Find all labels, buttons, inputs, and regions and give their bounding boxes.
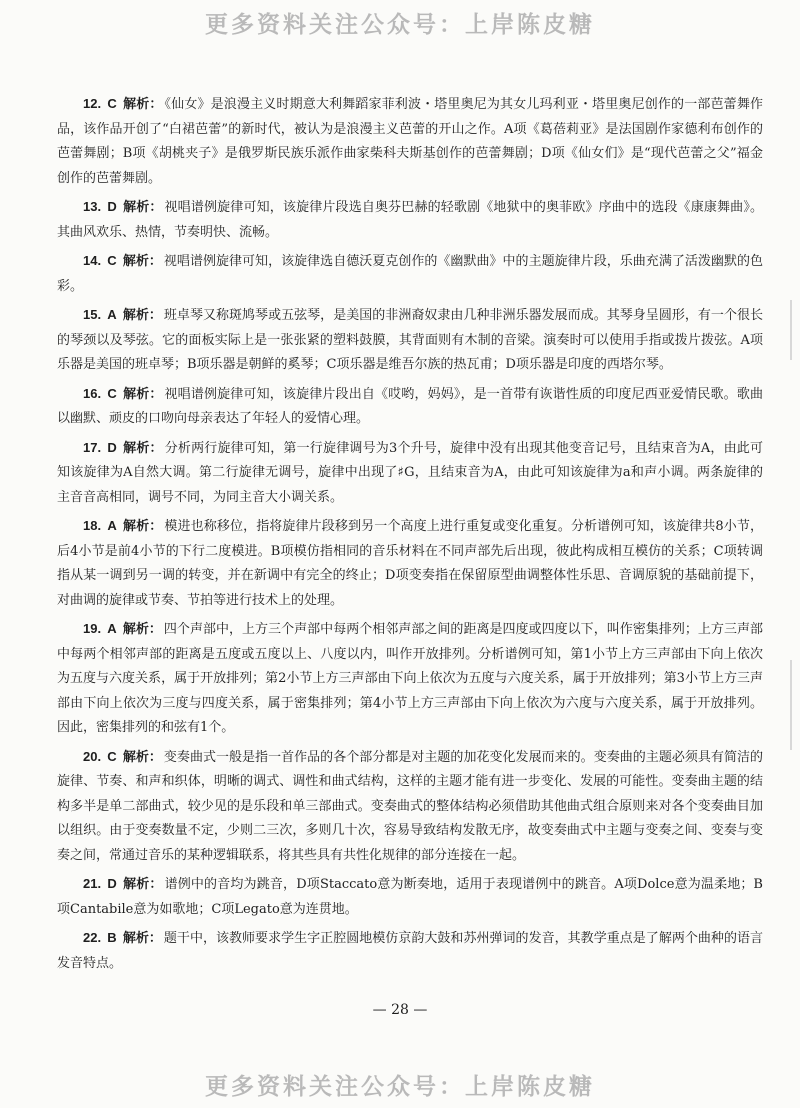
item-text: 模进也称移位，指将旋律片段移到另一个高度上进行重复或变化重复。分析谱例可知，该旋律共8小节，后4小节是前4小节的下行二度模进。B项模仿指相同的音乐材料在不同声部先后出现，彼此构成相互模仿的关系；C项转调指从某一调到另一调的转变，并在新调中有完全的终止；D项变奏指在保留原型曲调整体性乐思、音调原貌的基础前提下，对曲调的旋律或节奏、节拍等进行技术上的处理。 <box>57 519 763 608</box>
item-answer: C <box>107 253 117 268</box>
answer-item-17 <box>57 436 763 511</box>
footer-watermark-banner: 更多资料关注公众号：上岸陈皮糖 <box>205 1074 595 1100</box>
answer-item-19 <box>57 617 763 741</box>
item-answer: D <box>107 876 117 891</box>
item-answer: A <box>107 518 117 533</box>
item-number: 12. <box>83 96 102 111</box>
item-text: 视唱谱例旋律可知，该旋律片段出自《哎哟，妈妈》，是一首带有诙谐性质的印度尼西亚爱情民歌。歌曲以幽默、顽皮的口吻向母亲表达了年轻人的爱情心理。 <box>57 386 763 426</box>
item-answer: A <box>107 621 117 636</box>
item-label: 解析： <box>122 749 162 765</box>
item-number: 17. <box>83 439 102 455</box>
item-text: 班卓琴又称斑鸠琴或五弦琴，是美国的非洲裔奴隶由几种非洲乐器发展而成。其琴身呈圆形，有一个很长的琴颈以及琴弦。它的面板实际上是一张张紧的塑料鼓膜，其背面则有木制的音梁。演奏时可以使用手指或拨片拨弦。A项乐器是美国的班卓琴；B项乐器是朝鲜的奚琴；C项乐器是维吾尔族的热瓦甫；D项乐器是印度的西塔尔琴。 <box>57 308 763 372</box>
item-number: 22. <box>83 930 102 945</box>
item-answer: D <box>107 199 117 214</box>
item-number: 19. <box>83 621 102 636</box>
answer-item-18 <box>57 514 763 613</box>
item-answer: C <box>107 748 117 764</box>
item-label: 解析： <box>123 386 163 402</box>
item-number: 13. <box>83 199 102 214</box>
item-label: 解析： <box>122 931 162 946</box>
page-number: — 28 — <box>372 1002 428 1018</box>
item-number: 21. <box>83 876 102 891</box>
item-answer: C <box>107 96 117 111</box>
answer-item-16 <box>57 382 763 432</box>
item-label: 解析： <box>122 308 162 323</box>
item-number: 20. <box>83 748 102 764</box>
item-number: 18. <box>83 518 102 533</box>
answer-explanations <box>57 92 763 980</box>
header-watermark-banner: 更多资料关注公众号：上岸陈皮糖 <box>205 12 595 38</box>
item-label: 解析： <box>123 519 163 534</box>
item-answer: B <box>107 930 117 945</box>
answer-item-21 <box>57 872 763 922</box>
scan-edge-mark <box>790 300 792 360</box>
item-text: 视唱谱例旋律可知，该旋律选自德沃夏克创作的《幽默曲》中的主题旋律片段，乐曲充满了活泼幽默的色彩。 <box>57 254 763 294</box>
item-text: 变奏曲式一般是指一首作品的各个部分都是对主题的加花变化发展而来的。变奏曲的主题必须具有简洁的旋律、节奏、和声和织体，明晰的调式、调性和曲式结构，这样的主题才能有进一步变化、发展的可能性。变奏曲主题的结构多半是单二部曲式，较少见的是乐段和单三部曲式。变奏曲式的整体结构必须借助其他曲式组合原则来对各个变奏曲目加以组织。由于变奏数量不定，少则二三次，多则几十次，容易导致结构发散无序，故变奏曲式中主题与变奏之间、变奏与变奏之间，常通过音乐的某种逻辑联系，将其些具有共性化规律的部分连接在一起。 <box>57 749 763 863</box>
item-text: 分析两行旋律可知，第一行旋律调号为3个升号，旋律中没有出现其他变音记号，且结束音为A，由此可知该旋律为A自然大调。第二行旋律无调号，旋律中出现了♯G，且结束音为A，由此可知该旋律为a和声小调。两条旋律的主音音高相同，调号不同，为同主音大小调关系。 <box>57 440 763 505</box>
item-text: 视唱谱例旋律可知，该旋律片段选自奥芬巴赫的轻歌剧《地狱中的奥菲欧》序曲中的选段《康康舞曲》。其曲风欢乐、热情，节奏明快、流畅。 <box>57 200 763 240</box>
answer-item-15 <box>57 303 763 378</box>
answer-item-12 <box>57 92 763 191</box>
answer-item-20 <box>57 745 763 869</box>
item-label: 解析： <box>122 622 162 637</box>
item-text: 四个声部中，上方三个声部中每两个相邻声部之间的距离是四度或四度以下，叫作密集排列；上方三声部中每两个相邻声部的距离是五度或五度以上、八度以内，叫作开放排列。分析谱例可知，第1小节上方三声部由下向上依次为五度与六度关系，属于开放排列；第2小节上方三声部由下向上依次为五度与六度关系，属于开放排列；第3小节上方三声部由下向上依次为三度与四度关系，属于密集排列；第4小节上方三声部由下向上依次为六度与六度关系，属于开放排列。因此，密集排列的和弦有1个。 <box>57 622 763 735</box>
answer-item-13 <box>57 195 763 245</box>
item-number: 15. <box>83 307 102 322</box>
item-label: 解析： <box>122 254 162 269</box>
item-text: 《仙女》是浪漫主义时期意大利舞蹈家菲利波・塔里奥尼为其女儿玛利亚・塔里奥尼创作的一部芭蕾舞作品，该作品开创了“白裙芭蕾”的新时代，被认为是浪漫主义芭蕾的开山之作。A项《葛蓓莉亚》是法国剧作家德利布创作的芭蕾舞剧；B项《胡桃夹子》是俄罗斯民族乐派作曲家柴科夫斯基创作的芭蕾舞剧；D项《仙女们》是“现代芭蕾之父”福金创作的芭蕾舞剧。 <box>57 97 763 186</box>
scan-edge-mark <box>790 660 792 750</box>
item-label: 解析： <box>123 877 163 892</box>
item-label: 解析： <box>123 200 163 215</box>
item-label: 解析： <box>123 97 163 112</box>
item-text: 谱例中的音均为跳音，D项Staccato意为断奏地，适用于表现谱例中的跳音。A项Dolce意为温柔地；B项Cantabile意为如歌地；C项Legato意为连贯地。 <box>57 877 763 917</box>
item-number: 16. <box>83 385 102 401</box>
item-answer: C <box>107 385 117 401</box>
item-text: 题干中，该教师要求学生字正腔圆地模仿京韵大鼓和苏州弹词的发音，其教学重点是了解两个曲种的语言发音特点。 <box>57 931 763 971</box>
item-answer: D <box>107 439 117 455</box>
item-answer: A <box>107 307 117 322</box>
answer-item-14 <box>57 249 763 299</box>
item-number: 14. <box>83 253 102 268</box>
item-label: 解析： <box>123 440 163 456</box>
answer-item-22 <box>57 926 763 976</box>
